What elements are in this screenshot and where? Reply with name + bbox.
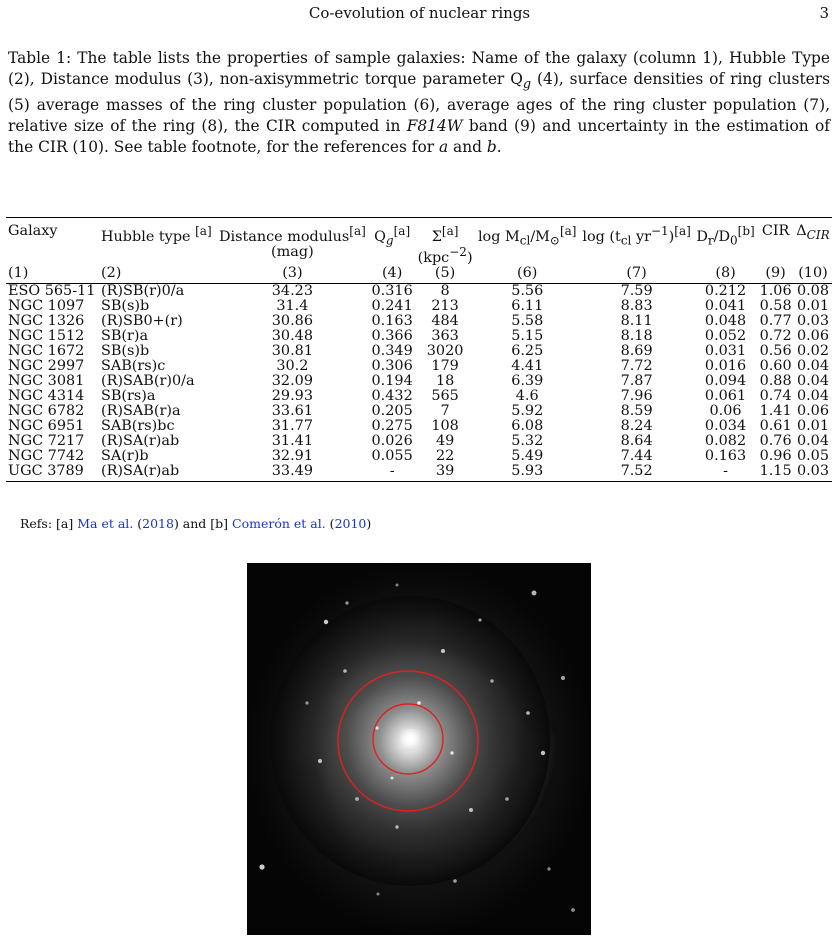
table-cell: 0.026 bbox=[371, 432, 413, 449]
table-cell: 0.08 bbox=[796, 282, 829, 299]
table-cell: 6.11 bbox=[511, 297, 544, 314]
galaxy-svg bbox=[247, 563, 591, 935]
table-cell: NGC 1326 bbox=[8, 312, 85, 329]
header-hubble-type: Hubble type [a] bbox=[99, 218, 216, 266]
table-caption bbox=[8, 48, 830, 158]
table-cell: 0.306 bbox=[371, 357, 413, 374]
table-row bbox=[6, 299, 832, 314]
table-cell: SB(s)b bbox=[100, 297, 150, 314]
table-cell: NGC 6951 bbox=[8, 417, 85, 434]
table-cell: 5.92 bbox=[511, 402, 544, 419]
table-cell: 8.11 bbox=[620, 312, 653, 329]
ref-link-comeron[interactable]: Comerón et al. bbox=[232, 516, 326, 531]
table-cell: 565 bbox=[431, 387, 459, 404]
table-cell: 8.18 bbox=[620, 327, 653, 344]
colnum-6: (6) bbox=[475, 266, 579, 284]
ref-link-ma[interactable]: Ma et al. bbox=[77, 516, 134, 531]
table-row bbox=[6, 449, 832, 464]
header-galaxy: Galaxy bbox=[6, 218, 99, 266]
table-cell: 0.034 bbox=[704, 417, 747, 434]
table-cell: SAB(rs)c bbox=[100, 357, 166, 374]
table-column-number-row bbox=[6, 266, 832, 284]
table-cell: 0.01 bbox=[796, 417, 829, 434]
table-cell: 0.349 bbox=[371, 342, 413, 359]
table-cell: 7.96 bbox=[620, 387, 653, 404]
table-cell: 0.02 bbox=[796, 342, 829, 359]
table-cell: 31.4 bbox=[276, 297, 309, 314]
table-cell: 0.01 bbox=[796, 297, 829, 314]
table-cell: 484 bbox=[431, 312, 459, 329]
caption-text-4: and bbox=[448, 138, 487, 157]
table-cell: 0.366 bbox=[371, 327, 413, 344]
table-row bbox=[6, 314, 832, 329]
table-cell: NGC 2997 bbox=[8, 357, 85, 374]
table-cell: 0.082 bbox=[704, 432, 747, 449]
table-cell: 4.41 bbox=[511, 357, 544, 374]
caption-text-3: band (9) and uncertainty in the estimation of the CIR (10). See table footnote, for the references for bbox=[8, 117, 830, 157]
colnum-7: (7) bbox=[579, 266, 693, 284]
table-cell: 0.06 bbox=[796, 402, 829, 419]
table-row bbox=[6, 329, 832, 344]
table-cell: 5.58 bbox=[511, 312, 544, 329]
table-row bbox=[6, 419, 832, 434]
table-cell: 3020 bbox=[426, 342, 464, 359]
table-cell: 39 bbox=[415, 464, 475, 482]
table-cell: 363 bbox=[431, 327, 459, 344]
table-cell: 34.23 bbox=[271, 282, 313, 299]
table-cell: 8.69 bbox=[620, 342, 653, 359]
table-cell: 108 bbox=[431, 417, 459, 434]
table-cell: - bbox=[369, 464, 415, 482]
table-cell: 0.06 bbox=[796, 327, 829, 344]
table-cell: 0.03 bbox=[794, 464, 832, 482]
table-cell: 30.81 bbox=[271, 342, 313, 359]
table-cell: 7.72 bbox=[620, 357, 653, 374]
table-cell: - bbox=[694, 464, 757, 482]
table-cell: 0.316 bbox=[371, 282, 413, 299]
table-cell: 0.88 bbox=[759, 372, 792, 389]
table-cell: SB(rs)a bbox=[100, 387, 156, 404]
table-cell: 0.96 bbox=[759, 447, 792, 464]
table-cell: 8.59 bbox=[620, 402, 653, 419]
table-cell: 0.048 bbox=[704, 312, 747, 329]
table-cell: 1.06 bbox=[759, 282, 792, 299]
table-cell: 0.72 bbox=[759, 327, 792, 344]
table-cell: NGC 7217 bbox=[8, 432, 85, 449]
table-cell: SAB(rs)bc bbox=[100, 417, 175, 434]
table-cell: 0.163 bbox=[371, 312, 413, 329]
table-cell: 31.77 bbox=[271, 417, 313, 434]
header-distance-modulus: Distance modulus[a] (mag) bbox=[216, 218, 370, 266]
table-cell: 0.061 bbox=[704, 387, 747, 404]
table-row bbox=[6, 464, 832, 482]
table-cell: 33.49 bbox=[216, 464, 370, 482]
table-cell: 213 bbox=[431, 297, 459, 314]
table-cell: 5.32 bbox=[511, 432, 544, 449]
table-cell: 0.052 bbox=[704, 327, 747, 344]
table-cell: 30.86 bbox=[271, 312, 313, 329]
table-cell: 49 bbox=[435, 432, 455, 449]
table-cell: SB(s)b bbox=[100, 342, 150, 359]
table-cell: 0.05 bbox=[796, 447, 829, 464]
ref-link-ma-year[interactable]: 2018 bbox=[142, 516, 174, 531]
table-cell: 29.93 bbox=[271, 387, 313, 404]
colnum-4: (4) bbox=[369, 266, 415, 284]
table-row bbox=[6, 434, 832, 449]
table-cell: NGC 3081 bbox=[8, 372, 85, 389]
table-cell: 5.56 bbox=[511, 282, 544, 299]
table-cell: 0.241 bbox=[371, 297, 413, 314]
table-cell: 0.04 bbox=[796, 357, 829, 374]
table-cell: 5.15 bbox=[511, 327, 544, 344]
table-cell: 0.61 bbox=[759, 417, 792, 434]
header-distance-unit: (mag) bbox=[271, 243, 314, 260]
table-cell: 0.77 bbox=[759, 312, 792, 329]
header-delta-cir: $\Delta_{CIR}$ bbox=[794, 218, 832, 266]
table-cell: 0.212 bbox=[704, 282, 747, 299]
table-cell: (R)SA(r)ab bbox=[99, 464, 216, 482]
table-cell: 0.205 bbox=[371, 402, 413, 419]
table-row bbox=[6, 389, 832, 404]
colnum-5: (5) bbox=[415, 266, 475, 284]
table-cell: (R)SAB(r)0/a bbox=[100, 372, 195, 389]
caption-ref-b: b bbox=[486, 138, 497, 157]
table-cell: NGC 1097 bbox=[8, 297, 85, 314]
running-title: Co-evolution of nuclear rings bbox=[308, 4, 531, 22]
table-row bbox=[6, 374, 832, 389]
table-cell: 7 bbox=[440, 402, 450, 419]
caption-text-5: . bbox=[496, 138, 502, 157]
table-header-row bbox=[6, 218, 832, 266]
table-cell: UGC 3789 bbox=[6, 464, 99, 482]
galaxy-image bbox=[247, 563, 591, 935]
caption-band: F814W bbox=[406, 117, 463, 136]
table-cell: 0.04 bbox=[796, 372, 829, 389]
table-cell: 1.41 bbox=[759, 402, 792, 419]
header-log-age: $\log (t_{cl}$ $yr^{-1})[a]$ bbox=[579, 218, 693, 266]
header-log-mass: $\log M_{cl}/M_⊙[a]$ bbox=[475, 218, 579, 266]
table-row bbox=[6, 344, 832, 359]
table-cell: 7.52 bbox=[579, 464, 693, 482]
table-cell: 0.041 bbox=[704, 297, 747, 314]
galaxy-nucleus bbox=[402, 731, 418, 747]
table-cell: (R)SAB(r)a bbox=[100, 402, 181, 419]
table-cell: NGC 1672 bbox=[8, 342, 85, 359]
table-cell: 0.194 bbox=[371, 372, 413, 389]
table-cell: 8.83 bbox=[620, 297, 653, 314]
table-cell: 7.44 bbox=[620, 447, 653, 464]
table-cell: 0.76 bbox=[759, 432, 792, 449]
galaxy-properties-table bbox=[6, 217, 832, 482]
table-cell: 179 bbox=[431, 357, 459, 374]
table-cell: SA(r)b bbox=[100, 447, 149, 464]
colnum-3: (3) bbox=[216, 266, 370, 284]
ref-link-comeron-year[interactable]: 2010 bbox=[334, 516, 367, 531]
table-cell: 0.275 bbox=[371, 417, 413, 434]
table-cell: (R)SA(r)ab bbox=[100, 432, 180, 449]
table-cell: 30.48 bbox=[271, 327, 313, 344]
table-cell: 30.2 bbox=[276, 357, 309, 374]
table-cell: 6.08 bbox=[511, 417, 544, 434]
table-cell: NGC 4314 bbox=[8, 387, 85, 404]
table-body bbox=[6, 283, 832, 481]
table-cell: 32.91 bbox=[271, 447, 313, 464]
table-cell: 4.6 bbox=[515, 387, 539, 404]
header-sigma: Σ[a] (kpc$^{-2}$) bbox=[415, 218, 475, 266]
table-row bbox=[6, 283, 832, 299]
table-cell: 5.49 bbox=[511, 447, 544, 464]
table-cell: 0.56 bbox=[759, 342, 792, 359]
table-cell: 0.03 bbox=[796, 312, 829, 329]
colnum-2: (2) bbox=[99, 266, 216, 284]
table-footnote: Refs: [a] Ma et al. (2018) and [b] Comerón et al. (2010) bbox=[20, 516, 372, 531]
table-cell: NGC 7742 bbox=[8, 447, 85, 464]
table-cell: 0.06 bbox=[709, 402, 742, 419]
table-cell: 22 bbox=[435, 447, 455, 464]
table-cell: 8.64 bbox=[620, 432, 653, 449]
table-cell: NGC 1512 bbox=[8, 327, 85, 344]
table-cell: 6.25 bbox=[511, 342, 544, 359]
table-cell: 0.163 bbox=[704, 447, 747, 464]
table-cell: SB(r)a bbox=[100, 327, 149, 344]
caption-text-2: (4), surface densities of ring clusters (5) average masses of the ring cluster population (6), average ages of the ring cluster population (7), relative size of the ring (8), the CIR computed in bbox=[8, 70, 830, 136]
table-row bbox=[6, 404, 832, 419]
table-cell: 8 bbox=[440, 282, 450, 299]
header-q: $Q_g[a]$ bbox=[369, 218, 415, 266]
table-cell: 0.016 bbox=[704, 357, 747, 374]
table-cell: 32.09 bbox=[271, 372, 313, 389]
table-cell: 0.031 bbox=[704, 342, 747, 359]
table-cell: 8.24 bbox=[620, 417, 653, 434]
table-cell: 0.04 bbox=[796, 432, 829, 449]
colnum-8: (8) bbox=[694, 266, 757, 284]
caption-q-sub: g bbox=[522, 77, 532, 93]
header-cir: CIR bbox=[757, 218, 794, 266]
table-cell: 0.094 bbox=[704, 372, 747, 389]
caption-ref-a: a bbox=[438, 138, 449, 157]
table-row bbox=[6, 359, 832, 374]
table-cell: 7.87 bbox=[620, 372, 653, 389]
page-number: 3 bbox=[819, 4, 829, 22]
colnum-10: (10) bbox=[794, 266, 832, 284]
header-ratio: $D_r/D_0[b]$ bbox=[694, 218, 757, 266]
table-cell: NGC 6782 bbox=[8, 402, 85, 419]
table-cell: 33.61 bbox=[271, 402, 313, 419]
colnum-9: (9) bbox=[757, 266, 794, 284]
table-cell: 0.60 bbox=[759, 357, 792, 374]
colnum-1: (1) bbox=[6, 266, 99, 284]
table-cell: 5.93 bbox=[475, 464, 579, 482]
table-cell: 18 bbox=[435, 372, 455, 389]
caption-text-1: Table 1: The table lists the properties of sample galaxies: Name of the galaxy (column 1), Hubble Type (2), Distance modulus (3), non-axisymmetric torque parameter Q bbox=[8, 49, 830, 88]
table-cell: 0.04 bbox=[796, 387, 829, 404]
table-cell: 7.59 bbox=[620, 282, 653, 299]
table-cell: 1.15 bbox=[757, 464, 794, 482]
table-cell: 0.74 bbox=[759, 387, 792, 404]
table-cell: 31.41 bbox=[271, 432, 313, 449]
table-cell: 0.58 bbox=[759, 297, 792, 314]
table-cell: 0.432 bbox=[371, 387, 413, 404]
table-cell: (R)SB0+(r) bbox=[100, 312, 183, 329]
table-cell: ESO 565-11 bbox=[8, 282, 96, 299]
table-cell: (R)SB(r)0/a bbox=[100, 282, 185, 299]
table-cell: 0.055 bbox=[371, 447, 413, 464]
table-cell: 6.39 bbox=[511, 372, 544, 389]
